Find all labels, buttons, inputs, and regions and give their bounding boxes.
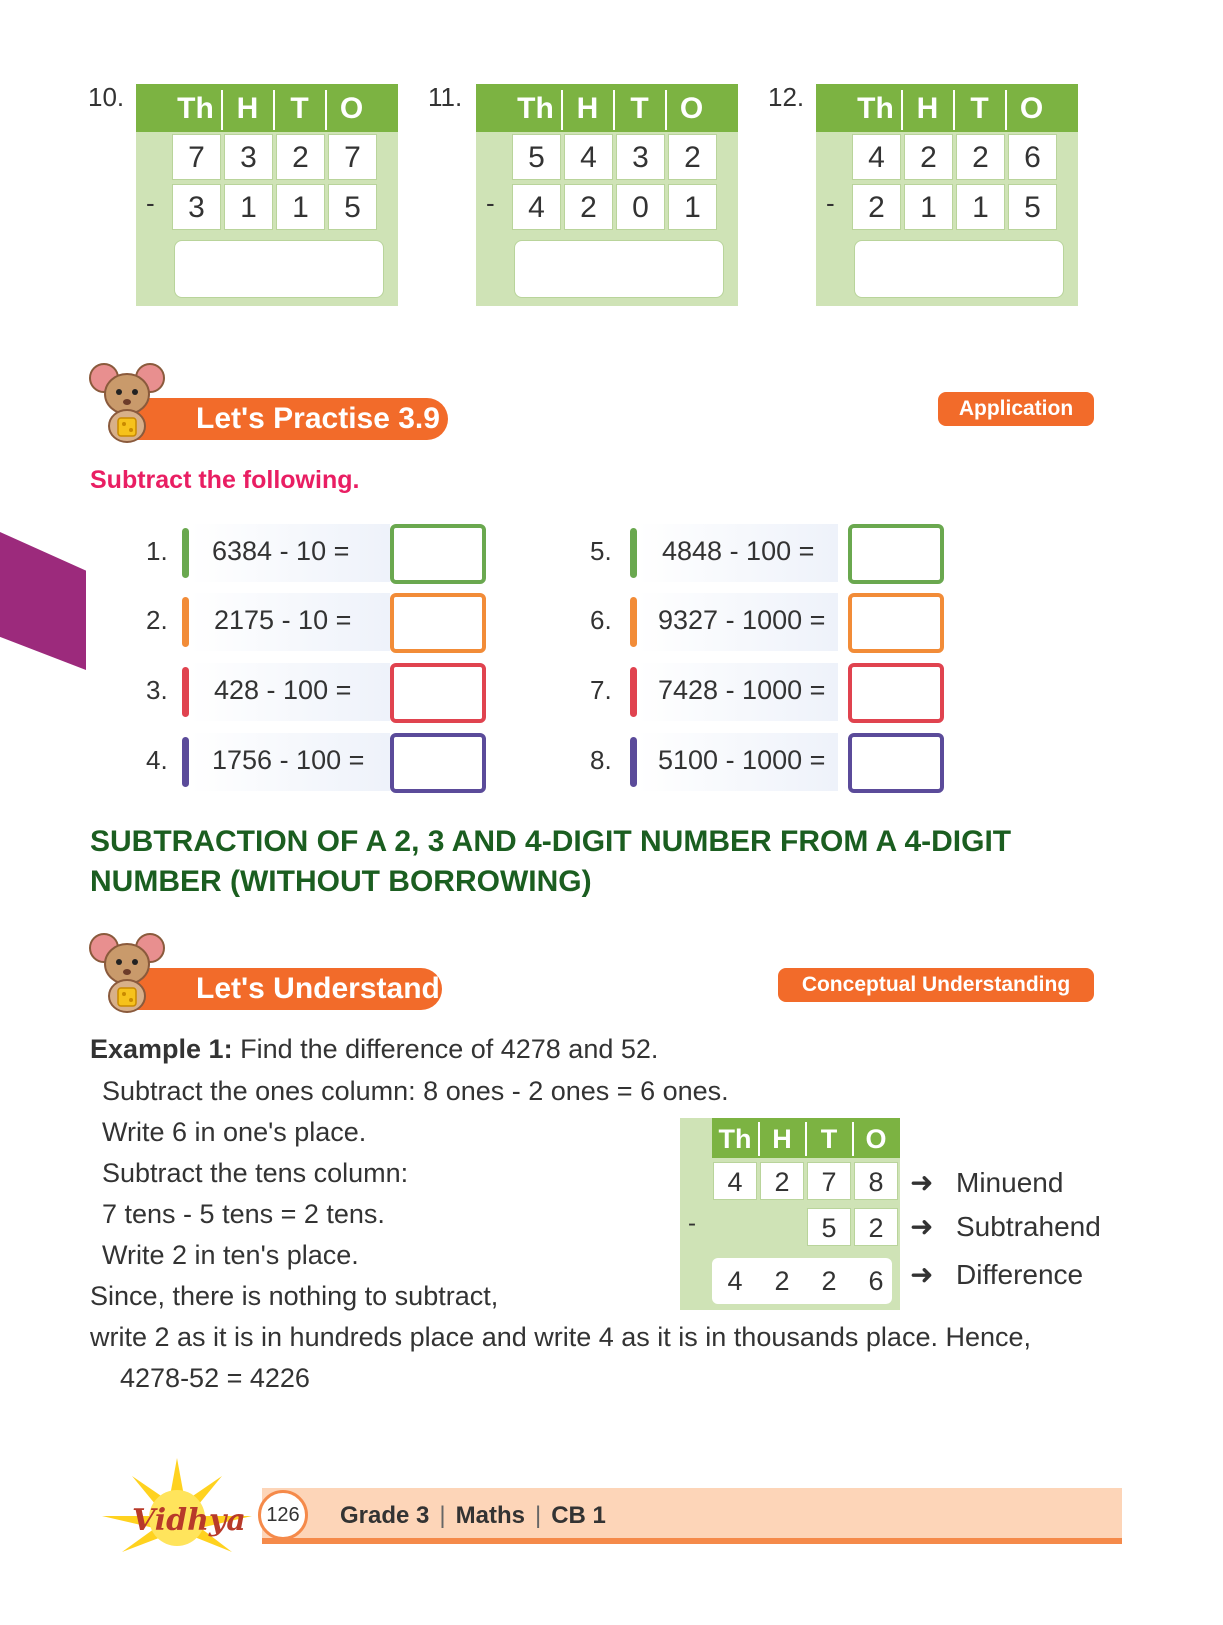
item-number: 2. xyxy=(146,605,168,635)
example-grid xyxy=(680,1118,900,1310)
subtrahend-digit: 2 xyxy=(564,184,613,230)
minuend-digit: 6 xyxy=(1008,134,1057,180)
footer-divider: | xyxy=(439,1502,446,1529)
subtrahend-digit: 0 xyxy=(616,184,665,230)
example-label: Example 1: xyxy=(90,1034,233,1064)
practise-item-4 xyxy=(146,733,486,791)
header-o: O xyxy=(865,1124,887,1154)
minuend-digit: 4 xyxy=(852,134,901,180)
answer-box[interactable] xyxy=(390,733,486,793)
item-number: 6. xyxy=(590,605,612,635)
practise-item-1 xyxy=(146,524,486,582)
subtrahend-digit: 2 xyxy=(854,1208,898,1246)
practise-item-3 xyxy=(146,663,486,721)
conceptual-tag xyxy=(778,968,1094,1002)
header-th: Th xyxy=(857,92,894,125)
application-tag-label: Application xyxy=(958,397,1074,420)
header-t: T xyxy=(290,92,309,125)
subtrahend-digit: 5 xyxy=(807,1208,851,1246)
answer-box[interactable] xyxy=(848,593,944,653)
question-number: 10. xyxy=(88,82,125,112)
subtrahend-digit: 1 xyxy=(276,184,325,230)
item-bar xyxy=(630,737,637,787)
application-tag xyxy=(938,392,1094,426)
item-expression: 7428 - 1000 = xyxy=(658,675,826,705)
subtrahend-label: ➜ Subtrahend xyxy=(910,1211,1101,1242)
example-line: Write 2 in ten's place. xyxy=(102,1240,359,1270)
difference-digit: 4 xyxy=(727,1266,743,1296)
header-h: H xyxy=(916,92,939,125)
header-th: Th xyxy=(718,1124,752,1154)
minuend-digit: 3 xyxy=(616,134,665,180)
minuend-digit: 3 xyxy=(224,134,273,180)
minus-sign: - xyxy=(826,188,835,218)
instruction: Subtract the following. xyxy=(90,466,360,494)
item-bar xyxy=(182,597,189,647)
minus-sign: - xyxy=(688,1210,696,1237)
item-bar xyxy=(182,737,189,787)
item-expression: 1756 - 100 = xyxy=(212,745,365,775)
answer-box[interactable] xyxy=(848,733,944,793)
minuend-digit: 7 xyxy=(328,134,377,180)
minuend-digit: 8 xyxy=(854,1162,898,1200)
item-number: 4. xyxy=(146,745,168,775)
minuend-digit: 7 xyxy=(807,1162,851,1200)
footer-grade: Grade 3 xyxy=(340,1502,430,1529)
header-th: Th xyxy=(517,92,554,125)
header-th: Th xyxy=(177,92,214,125)
header-t: T xyxy=(630,92,649,125)
minuend-digit: 5 xyxy=(512,134,561,180)
answer-box[interactable] xyxy=(390,524,486,584)
example-heading xyxy=(90,1034,658,1065)
practise-item-6 xyxy=(590,593,950,651)
example-line: 7 tens - 5 tens = 2 tens. xyxy=(102,1199,385,1229)
logo-text: Vidhya xyxy=(132,1503,246,1538)
subtrahend-digit: 1 xyxy=(668,184,717,230)
subtrahend-digit: 2 xyxy=(852,184,901,230)
understand-banner xyxy=(120,968,442,1010)
answer-box[interactable] xyxy=(848,524,944,584)
difference-label: ➜ Difference xyxy=(910,1259,1084,1290)
section-title-line: NUMBER (WITHOUT BORROWING) xyxy=(90,865,592,898)
header-o: O xyxy=(1019,92,1044,125)
subtrahend-digit: 1 xyxy=(224,184,273,230)
difference-digit: 2 xyxy=(774,1266,790,1296)
difference-digit: 2 xyxy=(821,1266,837,1296)
example-line: Write 6 in one's place. xyxy=(102,1117,367,1147)
item-bar xyxy=(182,667,189,717)
footer-divider: | xyxy=(534,1502,542,1529)
answer-box[interactable] xyxy=(390,593,486,653)
item-bar xyxy=(630,597,637,647)
answer-box[interactable] xyxy=(390,663,486,723)
arrow-right-icon: ➜ xyxy=(910,1259,934,1290)
footer-book: CB 1 xyxy=(551,1502,606,1529)
page-number: 126 xyxy=(258,1490,308,1540)
example-line: Subtract the ones column: 8 ones - 2 ones = 6 ones. xyxy=(102,1076,729,1106)
minuend-digit: 2 xyxy=(668,134,717,180)
minuend-digit: 2 xyxy=(904,134,953,180)
item-expression: 6384 - 10 = xyxy=(212,536,350,566)
item-expression: 5100 - 1000 = xyxy=(658,745,826,775)
item-number: 8. xyxy=(590,745,612,775)
subtrahend-digit: 5 xyxy=(328,184,377,230)
footer-underline xyxy=(262,1538,1122,1544)
mouse-mascot-icon xyxy=(88,930,166,1018)
answer-box[interactable] xyxy=(848,663,944,723)
conceptual-tag-label: Conceptual Understanding xyxy=(801,973,1071,996)
item-number: 7. xyxy=(590,675,612,705)
item-number: 3. xyxy=(146,675,168,705)
example-line: write 2 as it is in hundreds place and write 4 as it is in thousands place. Hence, xyxy=(90,1322,1032,1352)
minuend-digit: 2 xyxy=(276,134,325,180)
minus-sign: - xyxy=(146,188,155,218)
minus-sign: - xyxy=(486,188,495,218)
subtraction-grid xyxy=(136,84,398,306)
difference-digit: 6 xyxy=(868,1266,884,1296)
minuend-digit: 7 xyxy=(172,134,221,180)
header-o: O xyxy=(339,92,364,125)
item-expression: 9327 - 1000 = xyxy=(658,605,826,635)
practise-item-7 xyxy=(590,663,950,721)
subtraction-grid xyxy=(816,84,1078,306)
mouse-mascot-icon xyxy=(88,360,166,448)
item-expression: 428 - 100 = xyxy=(214,675,352,705)
arrow-right-icon: ➜ xyxy=(910,1211,934,1242)
subtrahend-digit: 1 xyxy=(904,184,953,230)
item-bar xyxy=(182,528,189,578)
example-line: Since, there is nothing to subtract, xyxy=(90,1281,499,1311)
practise-item-5 xyxy=(590,524,950,582)
item-number: 5. xyxy=(590,536,612,566)
understand-title: Let's Understand xyxy=(196,972,440,1005)
example-line: Subtract the tens column: xyxy=(102,1158,409,1188)
answer-box[interactable] xyxy=(174,240,384,298)
header-t: T xyxy=(820,1124,838,1154)
minuend-digit: 4 xyxy=(564,134,613,180)
subtrahend-digit: 5 xyxy=(1008,184,1057,230)
vidhya-logo xyxy=(92,1456,262,1566)
practise-item-8 xyxy=(590,733,950,791)
subtrahend-digit: 3 xyxy=(172,184,221,230)
item-bar xyxy=(630,528,637,578)
minuend-digit: 2 xyxy=(760,1162,804,1200)
header-h: H xyxy=(576,92,599,125)
practise-banner xyxy=(120,398,448,440)
header-o: O xyxy=(679,92,704,125)
header-t: T xyxy=(970,92,989,125)
minuend-label: ➜ Minuend xyxy=(910,1167,1064,1198)
section-title xyxy=(90,822,1090,902)
example-result: 4278-52 = 4226 xyxy=(120,1363,310,1393)
footer-subject: Maths xyxy=(455,1502,525,1529)
answer-box[interactable] xyxy=(514,240,724,298)
subtrahend-digit: 1 xyxy=(956,184,1005,230)
header-h: H xyxy=(236,92,259,125)
question-number: 12. xyxy=(768,82,805,112)
answer-box[interactable] xyxy=(854,240,1064,298)
item-expression: 4848 - 100 = xyxy=(662,536,815,566)
minuend-digit: 2 xyxy=(956,134,1005,180)
practise-item-2 xyxy=(146,593,486,651)
item-number: 1. xyxy=(146,536,168,566)
subtraction-grid xyxy=(476,84,738,306)
item-expression: 2175 - 10 = xyxy=(214,605,352,635)
footer-text xyxy=(340,1502,606,1530)
minuend-digit: 4 xyxy=(713,1162,757,1200)
header-h: H xyxy=(772,1124,792,1154)
section-title-line: SUBTRACTION OF A 2, 3 AND 4-DIGIT NUMBER FROM A 4-DIGIT xyxy=(90,825,1012,858)
practise-title: Let's Practise 3.9 xyxy=(196,402,440,435)
subtrahend-digit: 4 xyxy=(512,184,561,230)
arrow-right-icon: ➜ xyxy=(910,1167,934,1198)
side-tab xyxy=(0,532,86,670)
example-question: Find the difference of 4278 and 52. xyxy=(232,1034,659,1064)
item-bar xyxy=(630,667,637,717)
question-number: 11. xyxy=(428,82,463,112)
